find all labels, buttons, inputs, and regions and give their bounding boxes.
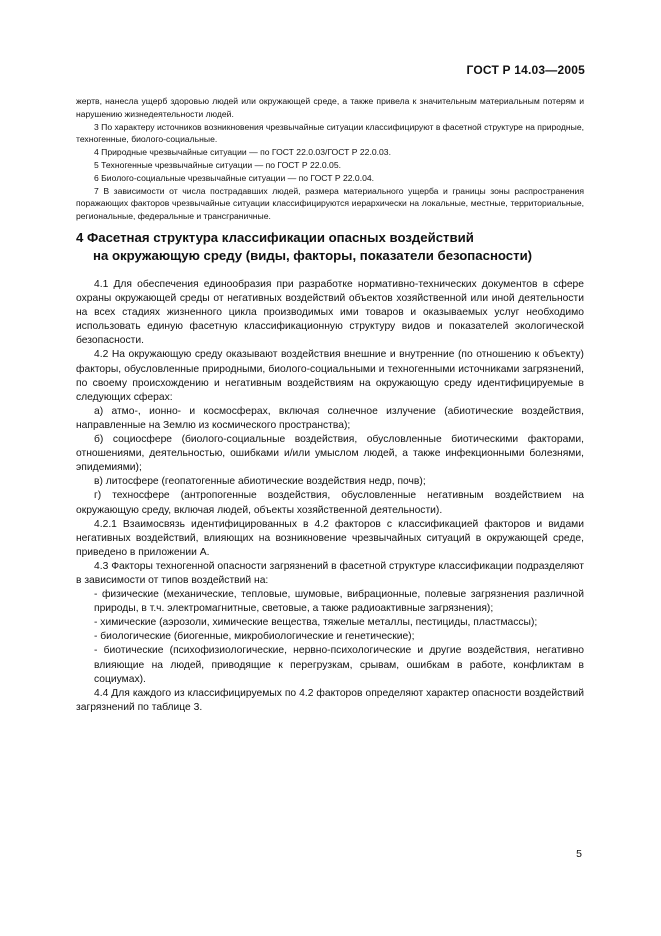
section-title-line2: на окружающую среду (виды, факторы, показатели безопасности) — [93, 248, 533, 263]
note-3: 3 По характеру источников возникновения чрезвычайные ситуации классифицируют в фасетной структуре на природные, техногенные, биолого-социальные. — [76, 121, 584, 145]
note-continuation: жертв, нанесла ущерб здоровью людей или окружающей среде, а также привела к значительным материальным потерям и нарушению жизнедеятельности людей. — [76, 96, 584, 119]
list-item-v: в) литосфере (геопатогенные абиотические воздействия недр, почв); — [94, 476, 426, 488]
paragraph-4-2-1: 4.2.1 Взаимосвязь идентифицированных в 4.2 факторов с классификацией факторов и видами негативных воздействий, влияющих на возникновение чрезвычайных ситуаций в окружающей среде, приведено в приложении А. — [76, 518, 584, 558]
paragraph-4-4: 4.4 Для каждого из классифицируемых по 4.2 факторов определяют характер опасности воздействий загрязнений по таблице 3. — [76, 687, 584, 713]
paragraph-4-1: 4.1 Для обеспечения единообразия при разработке нормативно-технических документов в сфере охраны окружающей среды от негативных воздействий объектов хозяйственной или иной деятельности на всех стадиях жизненного цикла производимых ими товаров и оказываемых услуг необходимо использовать единую фасетную классификационную структуру видов и показателей экологической безопасности. — [76, 279, 584, 347]
note-6: 6 Биолого-социальные чрезвычайные ситуации — по ГОСТ Р 22.0.04. — [94, 172, 375, 183]
document-code: ГОСТ Р 14.03—2005 — [466, 63, 585, 77]
dash-item-biological: - биологические (биогенные, микробиологические и генетические); — [94, 631, 415, 643]
list-item-g: г) техносфере (антропогенные воздействия, обусловленные негативным воздействием на окружающую среду, включая людей, объекты хозяйственной деятельности). — [76, 490, 584, 516]
note-5: 5 Техногенные чрезвычайные ситуации — по ГОСТ Р 22.0.05. — [94, 159, 341, 170]
section-body — [76, 278, 584, 715]
page-number: 5 — [576, 848, 582, 860]
list-item-a: а) атмо-, ионно- и космосферах, включая солнечное излучение (абиотические воздействия, направленные на Землю из космического пространства); — [76, 405, 584, 431]
notes-block — [76, 95, 584, 223]
dash-item-biotic: - биотические (психофизиологические, нервно-психологические и другие воздействия, негативно влияющие на людей, приводящие к перегрузкам, срывам, ошибкам в работе, конфликтам в социумах). — [94, 645, 584, 685]
paragraph-4-2: 4.2 На окружающую среду оказывают воздействия внешние и внутренние (по отношению к объекту) факторы, обусловленные природными, биолого-социальными и техногенными источниками загрязнений, по своему происхождению и негативным воздействиям на окружающую среду идентифицируемые в следующих сферах: — [76, 349, 584, 403]
section-title-line1: 4 Фасетная структура классификации опасных воздействий — [76, 230, 474, 245]
note-4: 4 Природные чрезвычайные ситуации — по ГОСТ 22.0.03/ГОСТ Р 22.0.03. — [94, 147, 391, 158]
dash-item-physical: - физические (механические, тепловые, шумовые, вибрационные, полевые загрязнения различной природы, в т.ч. электромагнитные, световые, а также радиоактивные загрязнения); — [94, 589, 584, 615]
note-7: 7 В зависимости от числа пострадавших людей, размера материального ущерба и границы зоны распространения поражающих факторов чрезвычайные ситуации классифицируются иерархически на локальные, местные, территориальные, региональные, федеральные и трансграничные. — [76, 185, 584, 222]
paragraph-4-3: 4.3 Факторы техногенной опасности загрязнений в фасетной структуре классификации подразделяют в зависимости от типов воздействий на: — [76, 560, 584, 586]
list-item-b: б) социосфере (биолого-социальные воздействия, обусловленные биотическими факторами, отношениями, деятельностью, ошибками и/или умыслом людей, а также инфекционными болезнями, эпидемиями); — [76, 434, 584, 474]
section-heading — [76, 229, 596, 265]
dash-item-chemical: - химические (аэрозоли, химические вещества, тяжелые металлы, пестициды, пластмассы); — [94, 617, 538, 629]
